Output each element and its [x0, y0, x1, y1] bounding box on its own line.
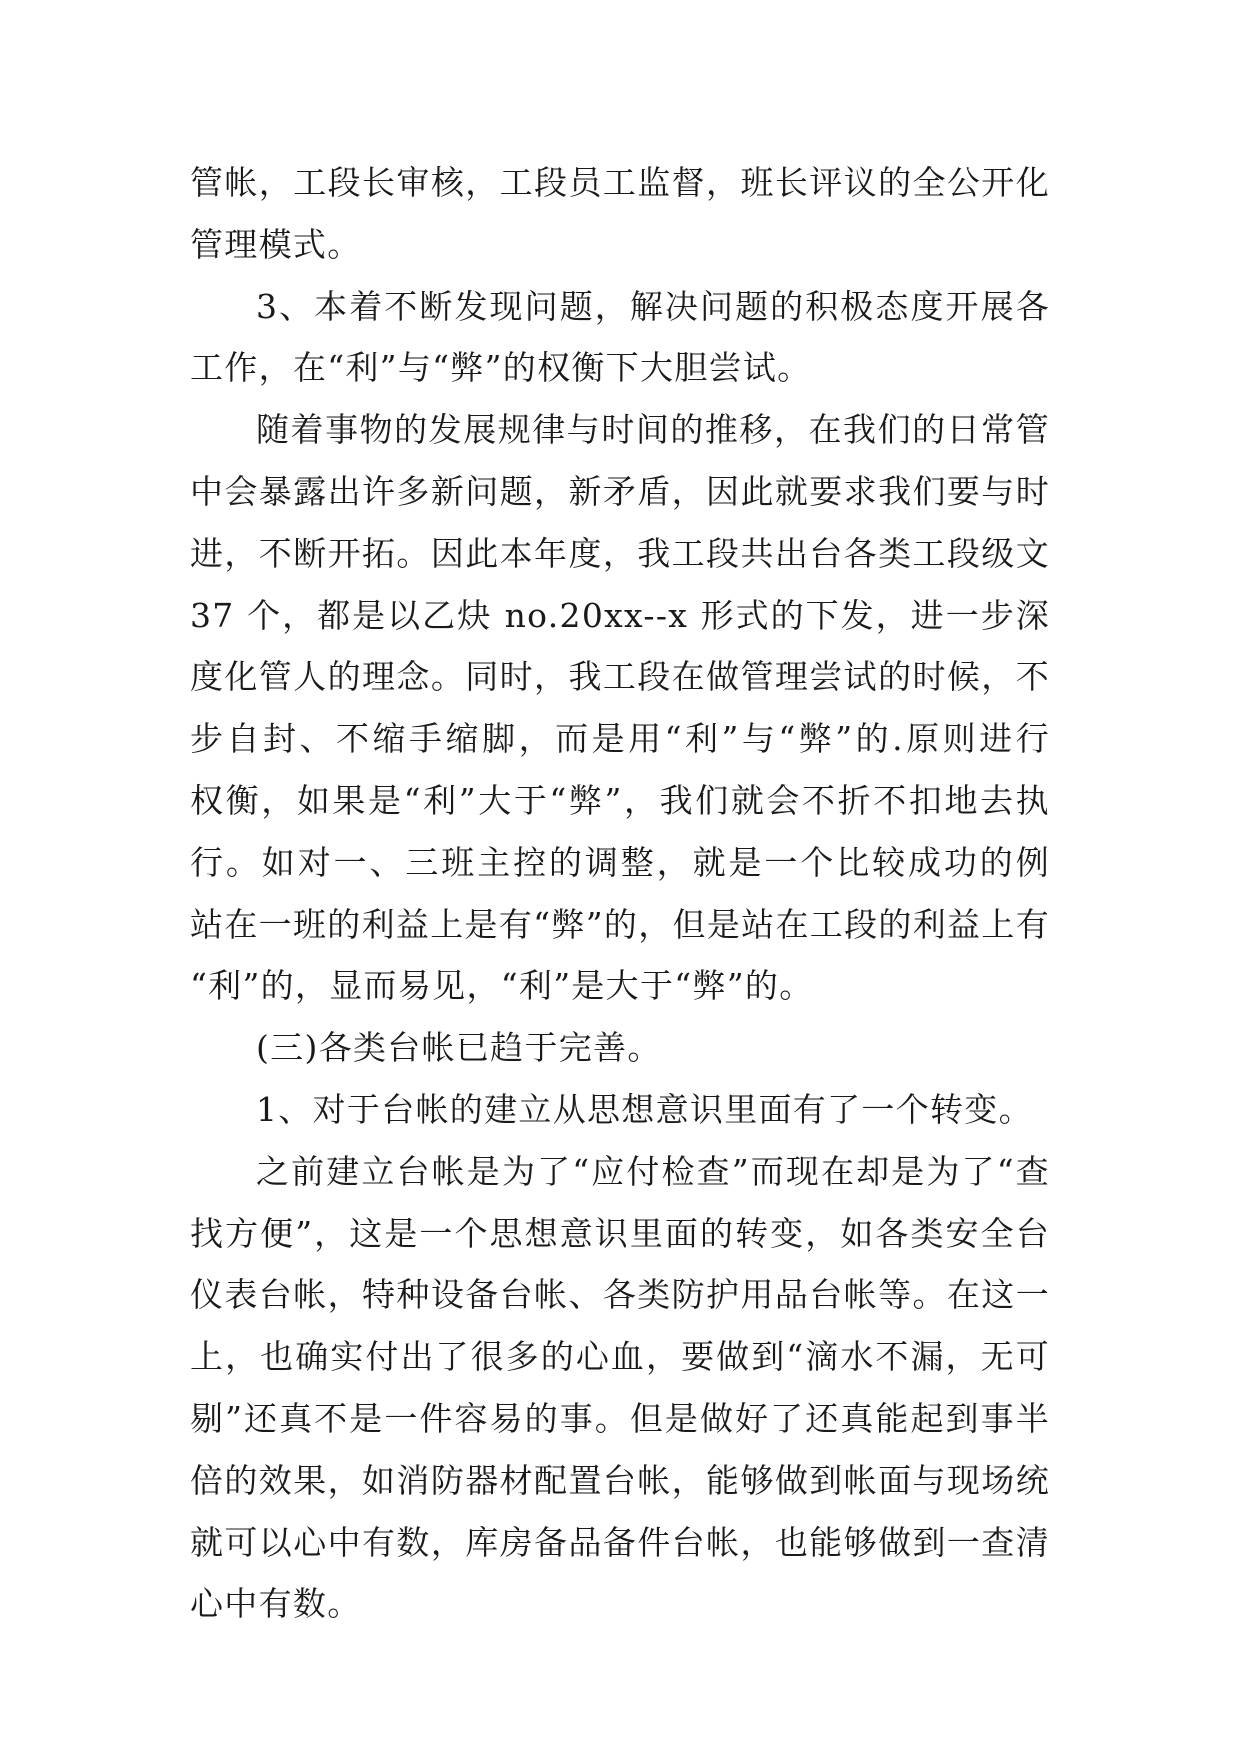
text-line: 剔”还真不是一件容易的事。但是做好了还真能起到事半: [190, 1398, 1050, 1438]
text-line: 随着事物的发展规律与时间的推移，在我们的日常管: [256, 410, 1050, 450]
text-line: 度化管人的理念。同时，我工段在做管理尝试的时候，不: [190, 657, 1050, 697]
text-line: 中会暴露出许多新问题，新矛盾，因此就要求我们要与时: [190, 471, 1050, 511]
text-line: 倍的效果，如消防器材配置台帐，能够做到帐面与现场统: [190, 1460, 1050, 1500]
text-line: 仪表台帐，特种设备台帐、各类防护用品台帐等。在这一: [190, 1275, 1050, 1315]
text-line: 心中有数。: [190, 1584, 362, 1624]
text-line: 工作，在“利”与“弊”的权衡下大胆尝试。: [190, 348, 812, 388]
text-line: 权衡，如果是“利”大于“弊”，我们就会不折不扣地去执: [190, 780, 1050, 820]
text-line: 步自封、不缩手缩脚，而是用“利”与“弊”的.原则进行: [190, 719, 1050, 759]
text-line: 之前建立台帐是为了“应付检查”而现在却是为了“查: [256, 1151, 1050, 1191]
text-line: 就可以心中有数，库房备品备件台帐，也能够做到一查清: [190, 1522, 1050, 1562]
text-line: 行。如对一、三班主控的调整，就是一个比较成功的例: [190, 842, 1050, 882]
text-line: 上，也确实付出了很多的心血，要做到“滴水不漏，无可: [190, 1337, 1050, 1377]
document-body: [190, 152, 1050, 1635]
text-line: 37 个，都是以乙炔 no.20xx--x 形式的下发，进一步深: [190, 595, 1050, 635]
section-heading: (三)各类台帐已趋于完善。: [256, 1028, 662, 1068]
text-line: 进，不断开拓。因此本年度，我工段共出台各类工段级文: [190, 533, 1050, 573]
text-line: “利”的，显而易见，“利”是大于“弊”的。: [190, 966, 814, 1006]
text-line: 3、本着不断发现问题，解决问题的积极态度开展各: [256, 286, 1050, 326]
text-line: 站在一班的利益上是有“弊”的，但是站在工段的利益上有: [190, 904, 1050, 944]
text-line: 找方便”，这是一个思想意识里面的转变，如各类安全台: [190, 1213, 1050, 1253]
text-line: 1、对于台帐的建立从思想意识里面有了一个转变。: [256, 1089, 1033, 1129]
text-line: 管帐，工段长审核，工段员工监督，班长评议的全公开化: [190, 163, 1050, 202]
text-line: 管理模式。: [190, 224, 362, 264]
